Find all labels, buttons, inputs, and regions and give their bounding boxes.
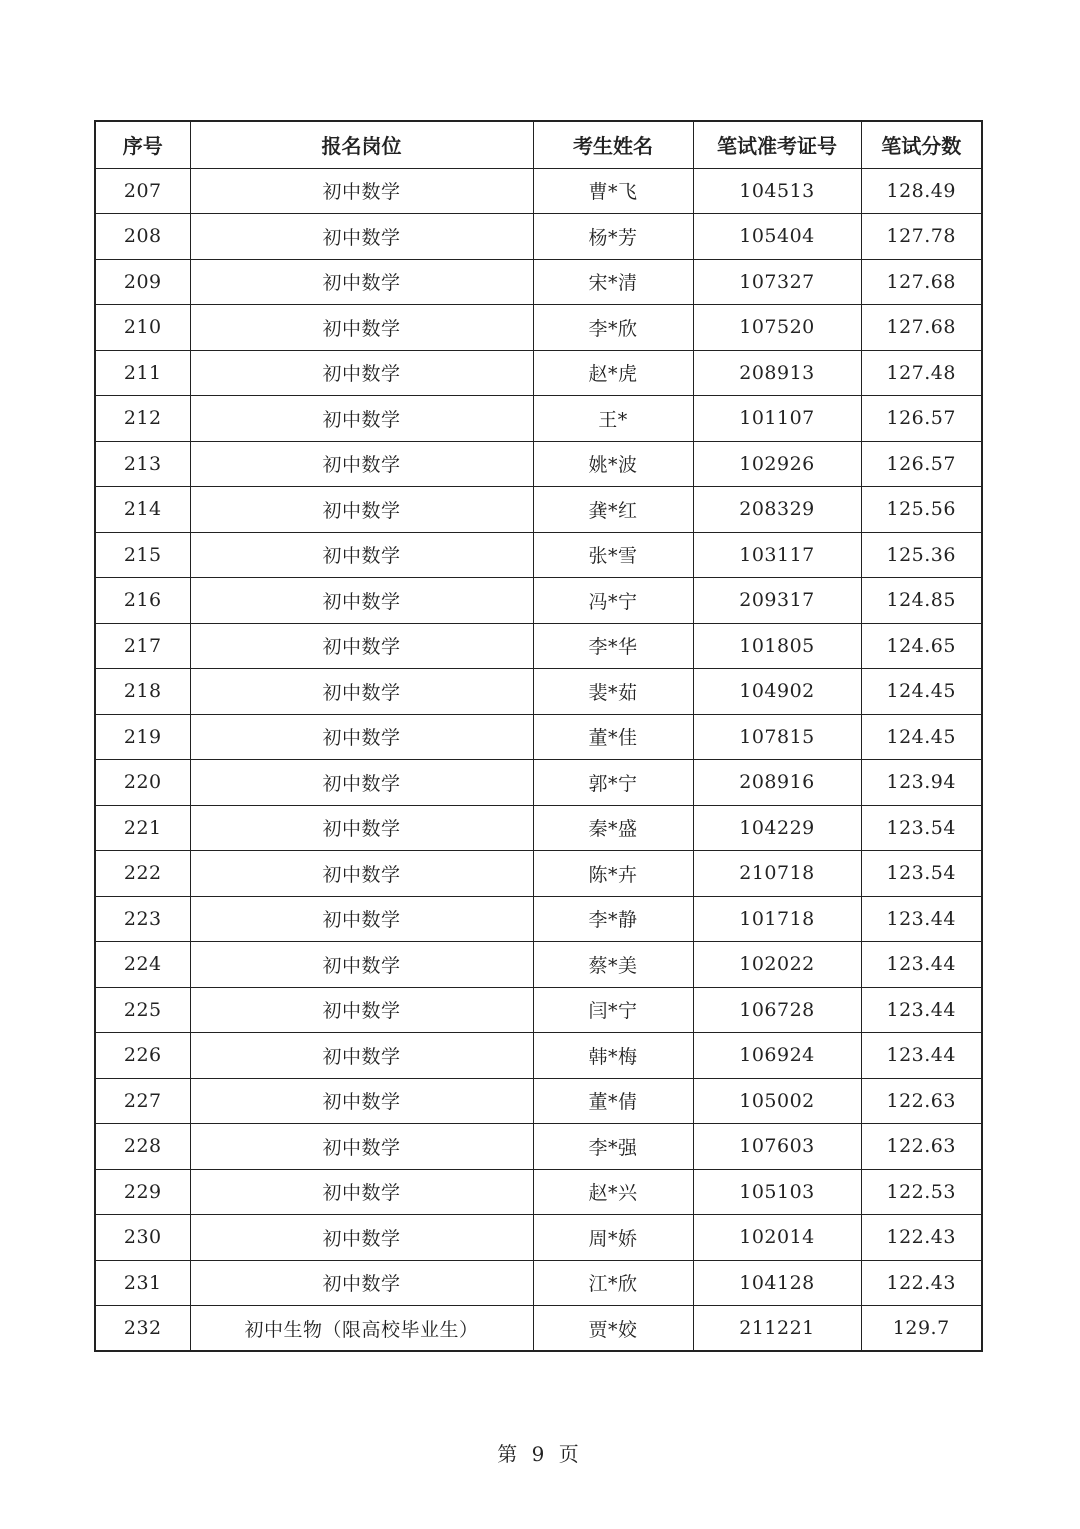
table-row	[95, 1078, 982, 1124]
cell-candidate-name: 张*雪	[533, 532, 693, 578]
cell-serial-number: 231	[95, 1260, 190, 1306]
cell-admission-ticket: 102926	[693, 441, 861, 487]
cell-applied-post: 初中数学	[190, 896, 533, 942]
table-row	[95, 942, 982, 988]
cell-written-score: 125.36	[861, 532, 982, 578]
cell-written-score: 128.49	[861, 168, 982, 214]
cell-admission-ticket: 105404	[693, 214, 861, 260]
cell-serial-number: 220	[95, 760, 190, 806]
cell-admission-ticket: 211221	[693, 1306, 861, 1352]
cell-applied-post: 初中数学	[190, 1169, 533, 1215]
cell-candidate-name: 蔡*美	[533, 942, 693, 988]
cell-admission-ticket: 104128	[693, 1260, 861, 1306]
table-body	[95, 168, 982, 1351]
table-row	[95, 350, 982, 396]
cell-candidate-name: 李*静	[533, 896, 693, 942]
cell-written-score: 124.65	[861, 623, 982, 669]
cell-written-score: 127.68	[861, 305, 982, 351]
cell-serial-number: 226	[95, 1033, 190, 1079]
cell-candidate-name: 赵*虎	[533, 350, 693, 396]
cell-applied-post: 初中数学	[190, 259, 533, 305]
cell-serial-number: 228	[95, 1124, 190, 1170]
cell-applied-post: 初中数学	[190, 578, 533, 624]
cell-applied-post: 初中数学	[190, 1033, 533, 1079]
cell-admission-ticket: 107520	[693, 305, 861, 351]
cell-written-score: 124.45	[861, 714, 982, 760]
cell-candidate-name: 冯*宁	[533, 578, 693, 624]
cell-written-score: 123.44	[861, 1033, 982, 1079]
cell-candidate-name: 龚*红	[533, 487, 693, 533]
table-row	[95, 259, 982, 305]
cell-written-score: 123.94	[861, 760, 982, 806]
cell-written-score: 127.68	[861, 259, 982, 305]
cell-admission-ticket: 106728	[693, 987, 861, 1033]
table-row	[95, 441, 982, 487]
cell-applied-post: 初中数学	[190, 851, 533, 897]
cell-written-score: 123.44	[861, 942, 982, 988]
cell-serial-number: 210	[95, 305, 190, 351]
cell-serial-number: 224	[95, 942, 190, 988]
cell-candidate-name: 周*娇	[533, 1215, 693, 1261]
cell-written-score: 122.63	[861, 1078, 982, 1124]
cell-serial-number: 232	[95, 1306, 190, 1352]
table-row	[95, 396, 982, 442]
cell-candidate-name: 闫*宁	[533, 987, 693, 1033]
cell-admission-ticket: 106924	[693, 1033, 861, 1079]
table-row	[95, 760, 982, 806]
cell-serial-number: 208	[95, 214, 190, 260]
cell-serial-number: 221	[95, 805, 190, 851]
table-row	[95, 487, 982, 533]
cell-written-score: 125.56	[861, 487, 982, 533]
cell-candidate-name: 郭*宁	[533, 760, 693, 806]
cell-applied-post: 初中数学	[190, 714, 533, 760]
table-row	[95, 1215, 982, 1261]
cell-candidate-name: 韩*梅	[533, 1033, 693, 1079]
cell-admission-ticket: 102014	[693, 1215, 861, 1261]
cell-candidate-name: 董*佳	[533, 714, 693, 760]
cell-written-score: 122.43	[861, 1215, 982, 1261]
cell-applied-post: 初中数学	[190, 1260, 533, 1306]
cell-applied-post: 初中数学	[190, 942, 533, 988]
cell-serial-number: 212	[95, 396, 190, 442]
cell-admission-ticket: 210718	[693, 851, 861, 897]
table-row	[95, 168, 982, 214]
cell-admission-ticket: 107603	[693, 1124, 861, 1170]
cell-applied-post: 初中数学	[190, 760, 533, 806]
cell-admission-ticket: 104513	[693, 168, 861, 214]
cell-admission-ticket: 208329	[693, 487, 861, 533]
cell-serial-number: 207	[95, 168, 190, 214]
cell-candidate-name: 杨*芳	[533, 214, 693, 260]
table-row	[95, 578, 982, 624]
cell-serial-number: 222	[95, 851, 190, 897]
page-number: 第 9 页	[497, 1442, 583, 1466]
table-row	[95, 987, 982, 1033]
header-applied-post: 报名岗位	[190, 121, 533, 168]
cell-admission-ticket: 101107	[693, 396, 861, 442]
cell-admission-ticket: 103117	[693, 532, 861, 578]
cell-serial-number: 229	[95, 1169, 190, 1215]
cell-written-score: 127.48	[861, 350, 982, 396]
header-admission-ticket: 笔试准考证号	[693, 121, 861, 168]
cell-serial-number: 215	[95, 532, 190, 578]
table-row	[95, 532, 982, 578]
cell-candidate-name: 曹*飞	[533, 168, 693, 214]
cell-written-score: 124.85	[861, 578, 982, 624]
cell-candidate-name: 裴*茹	[533, 669, 693, 715]
cell-serial-number: 217	[95, 623, 190, 669]
cell-written-score: 124.45	[861, 669, 982, 715]
cell-candidate-name: 李*强	[533, 1124, 693, 1170]
cell-admission-ticket: 208916	[693, 760, 861, 806]
cell-admission-ticket: 107815	[693, 714, 861, 760]
cell-serial-number: 211	[95, 350, 190, 396]
header-written-score: 笔试分数	[861, 121, 982, 168]
cell-applied-post: 初中数学	[190, 350, 533, 396]
header-candidate-name: 考生姓名	[533, 121, 693, 168]
cell-candidate-name: 董*倩	[533, 1078, 693, 1124]
cell-candidate-name: 李*欣	[533, 305, 693, 351]
cell-written-score: 122.53	[861, 1169, 982, 1215]
table-row	[95, 1033, 982, 1079]
cell-written-score: 129.7	[861, 1306, 982, 1352]
cell-serial-number: 227	[95, 1078, 190, 1124]
header-serial-number: 序号	[95, 121, 190, 168]
table-row	[95, 1169, 982, 1215]
cell-admission-ticket: 101805	[693, 623, 861, 669]
cell-written-score: 123.44	[861, 987, 982, 1033]
cell-candidate-name: 宋*清	[533, 259, 693, 305]
cell-written-score: 126.57	[861, 396, 982, 442]
cell-applied-post: 初中数学	[190, 305, 533, 351]
table-row	[95, 896, 982, 942]
cell-written-score: 123.44	[861, 896, 982, 942]
cell-admission-ticket: 107327	[693, 259, 861, 305]
cell-applied-post: 初中数学	[190, 214, 533, 260]
cell-applied-post: 初中数学	[190, 987, 533, 1033]
cell-written-score: 123.54	[861, 805, 982, 851]
table-row	[95, 1260, 982, 1306]
cell-serial-number: 213	[95, 441, 190, 487]
table-header	[95, 121, 982, 168]
cell-candidate-name: 贾*姣	[533, 1306, 693, 1352]
table-row	[95, 305, 982, 351]
cell-applied-post: 初中生物（限高校毕业生）	[190, 1306, 533, 1352]
cell-candidate-name: 王*	[533, 396, 693, 442]
cell-applied-post: 初中数学	[190, 532, 533, 578]
cell-serial-number: 214	[95, 487, 190, 533]
cell-serial-number: 216	[95, 578, 190, 624]
table-row	[95, 214, 982, 260]
cell-serial-number: 223	[95, 896, 190, 942]
cell-serial-number: 230	[95, 1215, 190, 1261]
table-row	[95, 714, 982, 760]
cell-candidate-name: 秦*盛	[533, 805, 693, 851]
table-row	[95, 669, 982, 715]
table-row	[95, 1124, 982, 1170]
cell-candidate-name: 赵*兴	[533, 1169, 693, 1215]
table-row	[95, 1306, 982, 1352]
table-row	[95, 851, 982, 897]
cell-applied-post: 初中数学	[190, 805, 533, 851]
cell-admission-ticket: 101718	[693, 896, 861, 942]
cell-admission-ticket: 208913	[693, 350, 861, 396]
cell-serial-number: 225	[95, 987, 190, 1033]
cell-applied-post: 初中数学	[190, 487, 533, 533]
score-table	[94, 120, 983, 1352]
cell-candidate-name: 江*欣	[533, 1260, 693, 1306]
cell-admission-ticket: 102022	[693, 942, 861, 988]
cell-admission-ticket: 104902	[693, 669, 861, 715]
cell-applied-post: 初中数学	[190, 441, 533, 487]
cell-serial-number: 218	[95, 669, 190, 715]
cell-admission-ticket: 104229	[693, 805, 861, 851]
cell-written-score: 122.63	[861, 1124, 982, 1170]
cell-applied-post: 初中数学	[190, 168, 533, 214]
cell-candidate-name: 陈*卉	[533, 851, 693, 897]
cell-applied-post: 初中数学	[190, 669, 533, 715]
cell-written-score: 127.78	[861, 214, 982, 260]
cell-serial-number: 209	[95, 259, 190, 305]
table-row	[95, 623, 982, 669]
cell-serial-number: 219	[95, 714, 190, 760]
table-row	[95, 805, 982, 851]
cell-applied-post: 初中数学	[190, 623, 533, 669]
cell-written-score: 123.54	[861, 851, 982, 897]
cell-admission-ticket: 209317	[693, 578, 861, 624]
cell-applied-post: 初中数学	[190, 1078, 533, 1124]
cell-written-score: 126.57	[861, 441, 982, 487]
cell-candidate-name: 姚*波	[533, 441, 693, 487]
cell-admission-ticket: 105103	[693, 1169, 861, 1215]
cell-applied-post: 初中数学	[190, 1124, 533, 1170]
cell-admission-ticket: 105002	[693, 1078, 861, 1124]
header-row	[95, 121, 982, 168]
cell-written-score: 122.43	[861, 1260, 982, 1306]
cell-candidate-name: 李*华	[533, 623, 693, 669]
cell-applied-post: 初中数学	[190, 396, 533, 442]
cell-applied-post: 初中数学	[190, 1215, 533, 1261]
